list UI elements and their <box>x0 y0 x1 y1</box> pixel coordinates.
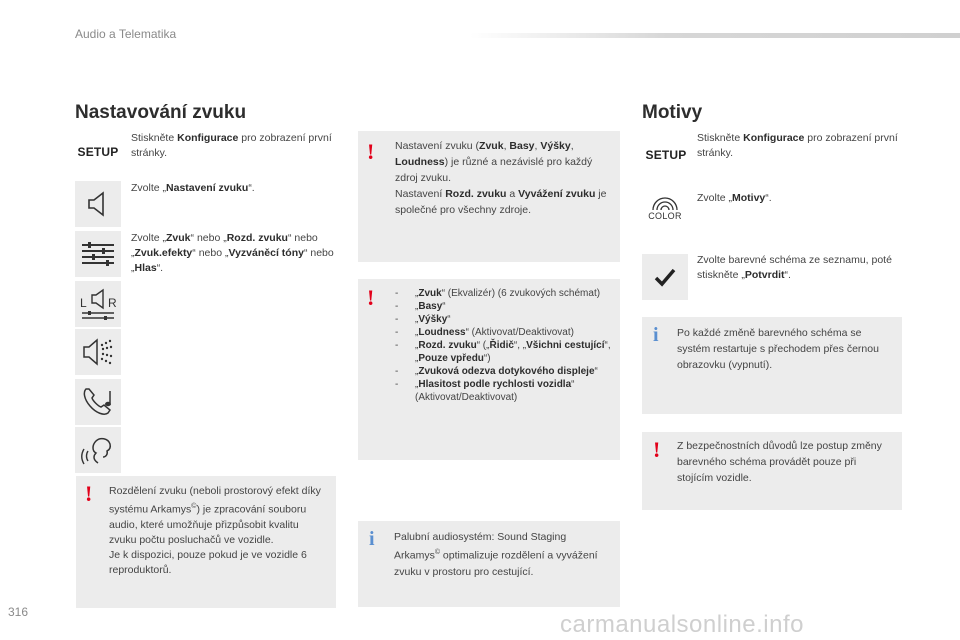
step-select-themes: Zvolte „Motivy“. <box>697 192 772 204</box>
warning-box-sound-options-list <box>358 279 620 460</box>
step-select-sound-settings: Zvolte „Nastavení zvuku“. <box>131 182 255 194</box>
svg-text:R: R <box>108 296 117 310</box>
setup-button-icon <box>73 131 123 173</box>
warning-exclamation-icon: ! <box>367 285 375 310</box>
section-title-themes: Motivy <box>642 102 703 123</box>
setup-button-icon <box>642 134 690 176</box>
info-text-sound-staging: Palubní audiosystém: Sound Staging Arkamys© optimalizuje rozdělení a vyvážení zvuku v prostoru pro cestující. <box>394 531 598 578</box>
header-section-label: Audio a Telematika <box>75 27 177 41</box>
setup-label: SETUP <box>77 145 119 159</box>
header-divider <box>470 33 960 38</box>
warning-exclamation-icon: ! <box>367 139 375 164</box>
speaker-icon <box>75 181 121 227</box>
list-item: - „Výšky“ <box>395 314 451 325</box>
warning-exclamation-icon: ! <box>85 481 93 506</box>
page-number: 316 <box>8 605 29 619</box>
info-box-sound-staging <box>358 521 620 607</box>
list-item: - „Basy“ <box>395 301 446 312</box>
step-select-sound-option: Zvolte „Zvuk“ nebo „Rozd. zvuku“ nebo „Zvuk.efekty“ nebo „Vyzváněcí tóny“ nebo „Hlas“. <box>131 232 334 274</box>
balance-speaker-icon <box>75 281 121 327</box>
section-title-sound-settings: Nastavování zvuku <box>75 102 247 123</box>
warning-text-sound-distribution: Rozdělení zvuku (neboli prostorový efekt díky systému Arkamys©) je zpracování souboru audio, které umožňuje přizpůsobit kvalitu zvuku počtu posluchačů ve vozidle. Je k dispozici, pouze pokud je ve vozidle 6 reproduktorů. <box>109 485 321 576</box>
info-box-theme-restart <box>642 317 902 414</box>
setup-label: SETUP <box>645 148 687 162</box>
info-text-theme-restart: Po každé změně barevného schéma se systém restartuje s přechodem přes černou obrazovku (vypnutí). <box>677 327 879 371</box>
voice-speech-icon <box>75 427 121 473</box>
list-item: - „Rozd. zvuku“ („Řidič“, „Všichni cestující“, „Pouze vpředu“) <box>395 340 611 364</box>
list-item: - „Loudness“ (Aktivovat/Deaktivovat) <box>395 327 574 338</box>
info-icon: i <box>369 528 375 550</box>
ringtone-phone-icon <box>75 379 121 425</box>
warning-box-sound-settings-per-source <box>358 131 620 262</box>
confirm-check-icon <box>642 254 688 300</box>
warning-box-theme-safety <box>642 432 902 510</box>
step-select-color-scheme: Zvolte barevné schéma ze seznamu, poté stiskněte „Potvrdit“. <box>697 254 892 281</box>
sound-options-list <box>395 287 615 404</box>
warning-text-theme-safety: Z bezpečnostních důvodů lze postup změny barevného schéma provádět pouze při stojícím vozidle. <box>677 440 882 484</box>
color-label: COLOR <box>648 211 682 221</box>
warning-text-sound-settings: Nastavení zvuku (Zvuk, Basy, Výšky, Loudness) je různé a nezávislé pro každý zdroj zvuku. Nastavení Rozd. zvuku a Vyvážení zvuku je společné pro všechny zdroje. <box>395 140 607 216</box>
sound-effects-icon <box>75 329 121 375</box>
list-item: - „Hlasitost podle rychlosti vozidla“ (Aktivovat/Deaktivovat) <box>395 379 575 403</box>
step-press-configuration: Stiskněte Konfigurace pro zobrazení první stránky. <box>697 132 898 159</box>
list-item: - „Zvuková odezva dotykového displeje“ <box>395 366 598 377</box>
equalizer-icon <box>75 231 121 277</box>
watermark: carmanualsonline.info <box>560 611 804 638</box>
svg-text:L: L <box>80 296 87 310</box>
step-press-configuration: Stiskněte Konfigurace pro zobrazení první stránky. <box>131 132 332 159</box>
color-theme-icon <box>642 186 688 232</box>
warning-exclamation-icon: ! <box>653 437 661 462</box>
warning-box-sound-distribution <box>76 476 336 608</box>
info-icon: i <box>653 324 659 346</box>
list-item: - „Zvuk“ (Ekvalizér) (6 zvukových schémat) <box>395 288 601 299</box>
